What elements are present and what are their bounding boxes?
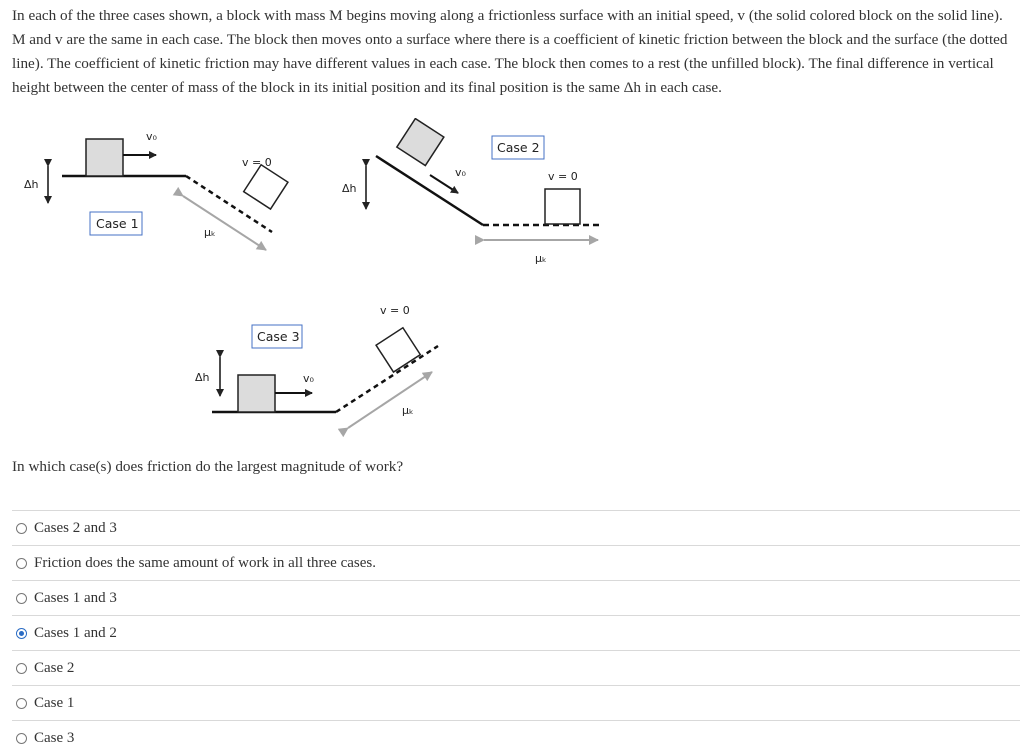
radio-button[interactable] [16, 593, 27, 604]
option-case-3[interactable] [12, 720, 1020, 755]
question-text: In which case(s) does friction do the largest magnitude of work? [12, 458, 404, 475]
case2-initial-block [397, 119, 444, 166]
option-label: Cases 1 and 2 [34, 624, 117, 641]
option-same-work[interactable] [12, 545, 1020, 580]
option-label: Case 2 [34, 659, 75, 676]
case2-label: Case 2 [497, 140, 540, 155]
case3-incline-arrow [348, 372, 432, 428]
option-case-1[interactable] [12, 685, 1020, 720]
case2-incline [376, 156, 483, 225]
case1-mu: μₖ [204, 226, 216, 239]
radio-button[interactable] [16, 698, 27, 709]
problem-statement: In each of the three cases shown, a block with mass M begins moving along a frictionless surface with an initial speed, v (the solid colored block on the solid line). M and v are the same in each case. The block then moves onto a surface where there is a coefficient of kinetic friction between the block and the surface (the dotted line). The coefficient of kinetic friction may have different values in each case. The block then comes to a rest (the unfilled block). The final difference in vertical height between the center of mass of the block in its initial position and its final position is the same Δh in each case. [12, 7, 1008, 96]
case2-final-block [545, 189, 580, 224]
case1-dh: Δh [24, 178, 39, 191]
option-label: Cases 2 and 3 [34, 519, 117, 536]
radio-button[interactable] [16, 523, 27, 534]
case1-label: Case 1 [96, 216, 139, 231]
radio-button[interactable] [16, 733, 27, 744]
option-cases-1-and-2[interactable] [12, 615, 1020, 650]
case3-dh: Δh [195, 371, 210, 384]
case1-final-block [244, 165, 288, 209]
case2-vfinal: v = 0 [548, 170, 578, 183]
physics-diagram [0, 118, 1024, 448]
option-label: Case 3 [34, 729, 75, 746]
option-cases-1-and-3[interactable] [12, 580, 1020, 615]
option-label: Cases 1 and 3 [34, 589, 117, 606]
case2-dh: Δh [342, 182, 357, 195]
case2-velocity-arrow [430, 175, 458, 193]
option-cases-2-and-3[interactable] [12, 510, 1020, 545]
case2-v0: v₀ [455, 166, 466, 179]
case3-vfinal: v = 0 [380, 304, 410, 317]
case1-v0: v₀ [146, 130, 157, 143]
answer-options [12, 510, 1020, 755]
case3-v0: v₀ [303, 372, 314, 385]
case3-final-block [376, 328, 420, 372]
case3-label: Case 3 [257, 329, 300, 344]
case1-incline-arrow [183, 196, 266, 250]
option-label: Case 1 [34, 694, 75, 711]
radio-button[interactable] [16, 558, 27, 569]
case2-diagram [342, 119, 600, 265]
case3-mu: μₖ [402, 404, 414, 417]
case1-initial-block [86, 139, 123, 176]
option-case-2[interactable] [12, 650, 1020, 685]
case1-vfinal: v = 0 [242, 156, 272, 169]
case1-diagram [24, 130, 288, 250]
radio-button[interactable] [16, 663, 27, 674]
case3-diagram [195, 304, 438, 428]
radio-button-selected[interactable] [16, 628, 27, 639]
option-label: Friction does the same amount of work in all three cases. [34, 554, 376, 571]
case3-initial-block [238, 375, 275, 412]
case2-mu: μₖ [535, 252, 547, 265]
